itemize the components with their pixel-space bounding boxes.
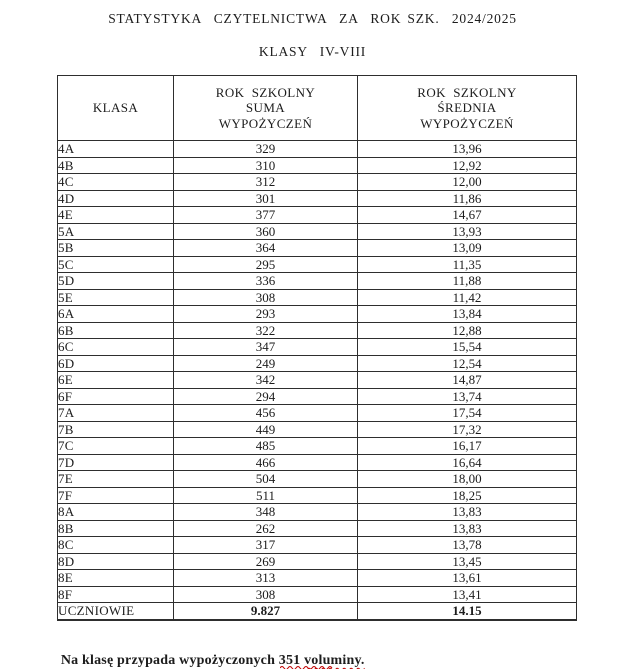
klasa-cell: 6B <box>58 322 174 339</box>
table-row <box>58 256 577 273</box>
srednia-cell: 14,87 <box>358 372 577 389</box>
column-header-suma-line1: ROK SZKOLNY <box>215 84 316 100</box>
klasa-cell: 7C <box>58 438 174 455</box>
suma-cell: 329 <box>174 141 358 158</box>
table-row <box>58 520 577 537</box>
suma-cell: 269 <box>174 553 358 570</box>
table-row <box>58 553 577 570</box>
suma-cell: 456 <box>174 405 358 422</box>
klasa-cell: 6A <box>58 306 174 323</box>
srednia-cell: 13,74 <box>358 388 577 405</box>
srednia-cell: 16,17 <box>358 438 577 455</box>
suma-cell: 295 <box>174 256 358 273</box>
srednia-cell: 11,88 <box>358 273 577 290</box>
column-header-srednia <box>358 76 577 141</box>
suma-cell: 336 <box>174 273 358 290</box>
suma-cell: 322 <box>174 322 358 339</box>
klasa-cell: 7F <box>58 487 174 504</box>
table-row <box>58 537 577 554</box>
suma-cell: 308 <box>174 289 358 306</box>
suma-cell: 348 <box>174 504 358 521</box>
klasa-cell: 7D <box>58 454 174 471</box>
suma-cell: 293 <box>174 306 358 323</box>
suma-cell: 504 <box>174 471 358 488</box>
table-row <box>58 306 577 323</box>
srednia-cell: 13,83 <box>358 504 577 521</box>
column-header-klasa <box>58 76 174 141</box>
klasa-cell: 7E <box>58 471 174 488</box>
table-row <box>58 322 577 339</box>
srednia-cell: 12,00 <box>358 174 577 191</box>
column-header-srednia-line3: WYPOŻYCZEŃ <box>420 115 514 131</box>
srednia-cell: 13,83 <box>358 520 577 537</box>
table-row <box>58 157 577 174</box>
table-row <box>58 372 577 389</box>
column-header-srednia-line1: ROK SZKOLNY <box>417 84 517 100</box>
suma-cell: 308 <box>174 586 358 603</box>
suma-cell: 511 <box>174 487 358 504</box>
column-header-klasa-label: KLASA <box>92 100 139 116</box>
srednia-cell: 14,67 <box>358 207 577 224</box>
srednia-cell: 13,96 <box>358 141 577 158</box>
srednia-cell: 11,42 <box>358 289 577 306</box>
table-row <box>58 289 577 306</box>
table-row <box>58 471 577 488</box>
srednia-cell: 12,92 <box>358 157 577 174</box>
klasa-cell: 4C <box>58 174 174 191</box>
srednia-cell: 13,09 <box>358 240 577 257</box>
suma-cell: 312 <box>174 174 358 191</box>
srednia-cell: 16,64 <box>358 454 577 471</box>
srednia-cell: 13,41 <box>358 586 577 603</box>
klasa-cell: 4A <box>58 141 174 158</box>
table-row <box>58 273 577 290</box>
klasa-cell: 6F <box>58 388 174 405</box>
suma-cell: 9.827 <box>174 603 358 620</box>
suma-cell: 294 <box>174 388 358 405</box>
klasa-cell: UCZNIOWIE <box>58 603 174 620</box>
table-row <box>58 388 577 405</box>
suma-cell: 360 <box>174 223 358 240</box>
suma-cell: 485 <box>174 438 358 455</box>
table-row <box>58 355 577 372</box>
suma-cell: 249 <box>174 355 358 372</box>
table-row <box>58 141 577 158</box>
suma-cell: 347 <box>174 339 358 356</box>
srednia-cell: 12,54 <box>358 355 577 372</box>
klasa-cell: 6C <box>58 339 174 356</box>
klasa-cell: 8B <box>58 520 174 537</box>
srednia-cell: 18,00 <box>358 471 577 488</box>
klasa-cell: 5A <box>58 223 174 240</box>
klasa-cell: 5B <box>58 240 174 257</box>
klasa-cell: 5D <box>58 273 174 290</box>
klasa-cell: 4D <box>58 190 174 207</box>
klasa-cell: 7B <box>58 421 174 438</box>
klasa-cell: 4B <box>58 157 174 174</box>
suma-cell: 342 <box>174 372 358 389</box>
klasa-cell: 8D <box>58 553 174 570</box>
table-row <box>58 454 577 471</box>
klasa-cell: 8C <box>58 537 174 554</box>
suma-cell: 377 <box>174 207 358 224</box>
suma-cell: 364 <box>174 240 358 257</box>
suma-cell: 466 <box>174 454 358 471</box>
srednia-cell: 17,54 <box>358 405 577 422</box>
klasa-cell: 4E <box>58 207 174 224</box>
srednia-cell: 18,25 <box>358 487 577 504</box>
suma-cell: 262 <box>174 520 358 537</box>
table-row <box>58 190 577 207</box>
table-row <box>58 586 577 603</box>
page-subtitle: KLASY IV-VIII <box>258 44 367 59</box>
srednia-cell: 13,78 <box>358 537 577 554</box>
column-header-suma-line2: SUMA <box>245 100 286 116</box>
srednia-cell: 11,35 <box>358 256 577 273</box>
srednia-cell: 13,45 <box>358 553 577 570</box>
srednia-cell: 14.15 <box>358 603 577 620</box>
srednia-cell: 13,84 <box>358 306 577 323</box>
srednia-cell: 13,61 <box>358 570 577 587</box>
table-header-row <box>58 76 577 141</box>
column-header-suma-line3: WYPOŻYCZEŃ <box>218 115 313 131</box>
srednia-cell: 13,93 <box>358 223 577 240</box>
table-row <box>58 240 577 257</box>
suma-cell: 313 <box>174 570 358 587</box>
table-row <box>58 504 577 521</box>
klasa-cell: 6E <box>58 372 174 389</box>
footer-note-text: Na klasę przypada wypożyczonych 351 <box>60 653 305 668</box>
table-row <box>58 207 577 224</box>
klasa-cell: 8A <box>58 504 174 521</box>
table-row <box>58 438 577 455</box>
suma-cell: 301 <box>174 190 358 207</box>
table-row <box>58 570 577 587</box>
srednia-cell: 17,32 <box>358 421 577 438</box>
srednia-cell: 12,88 <box>358 322 577 339</box>
klasa-cell: 7A <box>58 405 174 422</box>
spellcheck-underline-artifact <box>280 665 334 669</box>
klasa-cell: 5E <box>58 289 174 306</box>
srednia-cell: 15,54 <box>358 339 577 356</box>
table-row <box>58 405 577 422</box>
page-title: STATYSTYKA CZYTELNICTWA ZA ROK SZK. 2024/2025 <box>108 11 517 26</box>
klasa-cell: 8F <box>58 586 174 603</box>
klasa-cell: 8E <box>58 570 174 587</box>
footer-misspelled-word: voluminy. <box>304 653 365 668</box>
suma-cell: 317 <box>174 537 358 554</box>
suma-cell: 310 <box>174 157 358 174</box>
statistics-table <box>57 75 577 621</box>
klasa-cell: 5C <box>58 256 174 273</box>
klasa-cell: 6D <box>58 355 174 372</box>
table-row <box>58 487 577 504</box>
table-row <box>58 339 577 356</box>
suma-cell: 449 <box>174 421 358 438</box>
column-header-suma <box>174 76 358 141</box>
table-total-row <box>58 603 577 620</box>
table-row <box>58 174 577 191</box>
srednia-cell: 11,86 <box>358 190 577 207</box>
column-header-srednia-line2: ŚREDNIA <box>437 100 497 116</box>
table-row <box>58 223 577 240</box>
table-row <box>58 421 577 438</box>
